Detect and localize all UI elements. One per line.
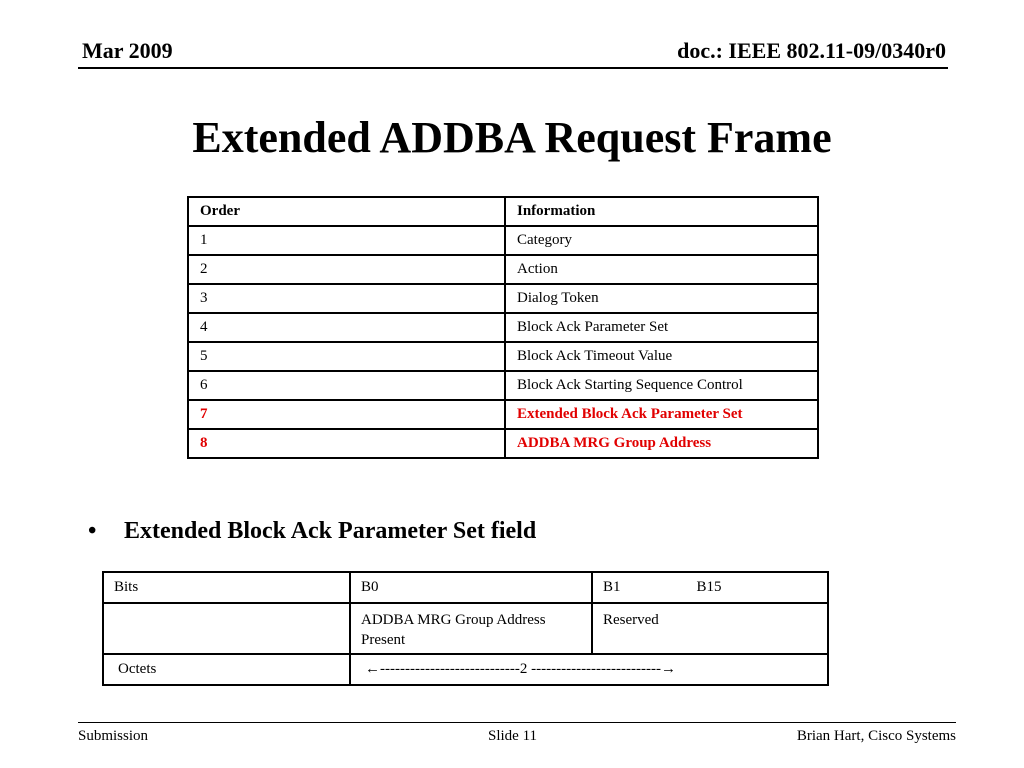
field-reserved: Reserved bbox=[592, 603, 828, 654]
info-cell: Block Ack Starting Sequence Control bbox=[505, 371, 818, 400]
bits-label: Bits bbox=[103, 572, 350, 603]
info-cell: ADDBA MRG Group Address bbox=[505, 429, 818, 458]
octets-row bbox=[103, 654, 828, 685]
header-date: Mar 2009 bbox=[82, 38, 173, 63]
order-cell: 4 bbox=[188, 313, 505, 342]
bullet-text: Extended Block Ack Parameter Set field bbox=[124, 518, 537, 544]
info-cell: Block Ack Parameter Set bbox=[505, 313, 818, 342]
order-cell: 5 bbox=[188, 342, 505, 371]
info-cell: Block Ack Timeout Value bbox=[505, 342, 818, 371]
bullet-item bbox=[88, 518, 536, 545]
table-row bbox=[188, 371, 818, 400]
table-row bbox=[188, 313, 818, 342]
order-cell: 1 bbox=[188, 226, 505, 255]
header-order: Order bbox=[188, 197, 505, 226]
table-row bbox=[188, 226, 818, 255]
order-cell: 2 bbox=[188, 255, 505, 284]
info-cell: Extended Block Ack Parameter Set bbox=[505, 400, 818, 429]
bullet-icon: • bbox=[88, 518, 97, 544]
frame-order-table bbox=[187, 196, 819, 459]
footer-slide-number: Slide 11 bbox=[488, 728, 538, 744]
table-row bbox=[188, 342, 818, 371]
order-cell: 3 bbox=[188, 284, 505, 313]
table-row-highlighted bbox=[188, 429, 818, 458]
fields-label bbox=[103, 603, 350, 654]
header-divider bbox=[78, 67, 948, 69]
bit-b15: B15 bbox=[696, 579, 722, 595]
bits-row bbox=[103, 572, 828, 603]
order-cell: 7 bbox=[188, 400, 505, 429]
field-addba-mrg-present: ADDBA MRG Group Address Present bbox=[350, 603, 592, 654]
order-cell: 6 bbox=[188, 371, 505, 400]
footer-submission: Submission bbox=[78, 728, 149, 744]
fields-row bbox=[103, 603, 828, 654]
table-row bbox=[188, 255, 818, 284]
footer-divider bbox=[78, 722, 956, 723]
info-cell: Dialog Token bbox=[505, 284, 818, 313]
header-doc-id: doc.: IEEE 802.11-09/0340r0 bbox=[677, 38, 946, 63]
table-row-highlighted bbox=[188, 400, 818, 429]
octets-label: Octets bbox=[103, 654, 350, 685]
bit-b1: B1 bbox=[603, 579, 621, 595]
header-information: Information bbox=[505, 197, 818, 226]
table-row bbox=[188, 284, 818, 313]
info-cell: Category bbox=[505, 226, 818, 255]
octets-span: ←----------------------------2 --------------------------→ bbox=[350, 654, 828, 685]
bit-b0: B0 bbox=[350, 572, 592, 603]
table-header-row bbox=[188, 197, 818, 226]
order-cell: 8 bbox=[188, 429, 505, 458]
footer-author: Brian Hart, Cisco Systems bbox=[796, 728, 956, 744]
field-format-table bbox=[102, 571, 829, 686]
slide-title: Extended ADDBA Request Frame bbox=[192, 113, 832, 162]
bit-range bbox=[592, 572, 828, 603]
info-cell: Action bbox=[505, 255, 818, 284]
